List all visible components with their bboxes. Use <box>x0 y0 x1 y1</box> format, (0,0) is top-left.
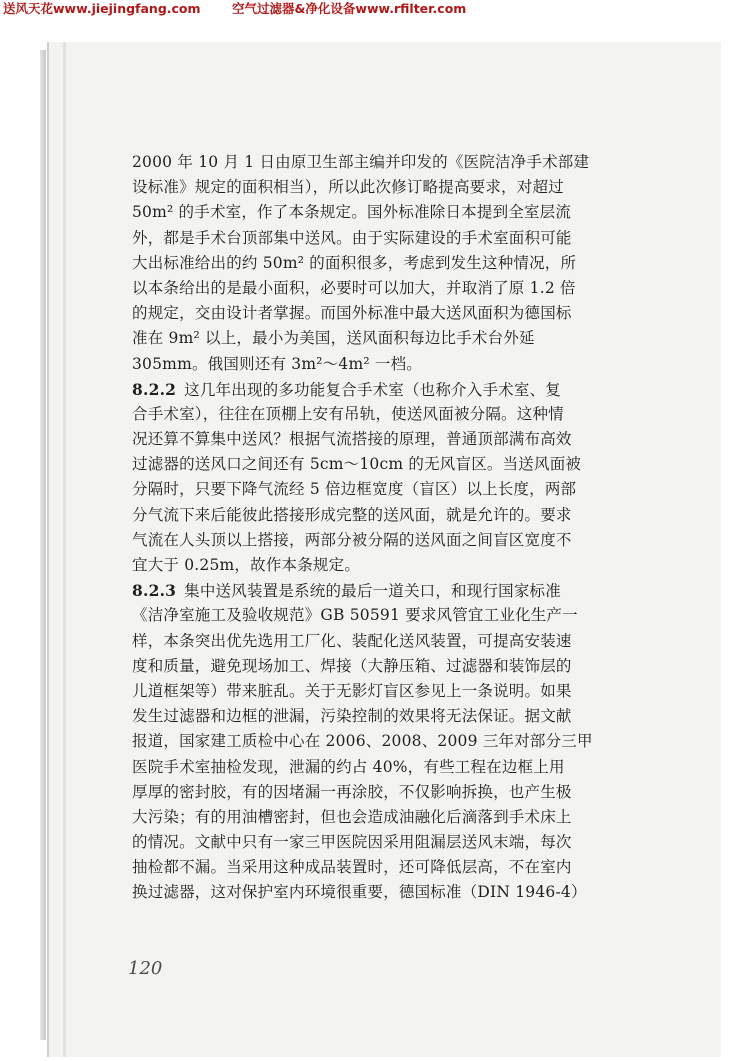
text-line: 厚厚的密封胶，有的因堵漏一再涂胶，不仅影响拆换，也产生极 <box>132 782 572 801</box>
text-line: 换过滤器，这对保护室内环境很重要，德国标准（DIN 1946-4） <box>132 883 587 902</box>
text-line: 分隔时，只要下降气流经 5 倍边框宽度（盲区）以上长度，两部 <box>132 480 577 499</box>
text-line: 准在 9m² 以上，最小为美国，送风面积每边比手术台外延 <box>132 329 535 348</box>
text-line: 大出标准给出的约 50m² 的面积很多，考虑到发生这种情况，所 <box>132 253 577 272</box>
text-line: 的规定，交由设计者掌握。而国外标准中最大送风面积为德国标 <box>132 304 572 323</box>
text-line: 况还算不算集中送风？根据气流搭接的原理，普通顶部满布高效 <box>132 430 572 449</box>
text-line: 以本条给出的是最小面积，必要时可以加大，并取消了原 1.2 倍 <box>132 278 576 297</box>
text-line: 发生过滤器和边框的泄漏，污染控制的效果将无法保证。据文献 <box>132 707 572 726</box>
section-number: 8.2.3 <box>132 581 177 601</box>
text-line: 设标准》规定的面积相当），所以此次修订略提高要求，对超过 <box>132 178 564 197</box>
text-line: 外，都是手术台顶部集中送风。由于实际建设的手术室面积可能 <box>132 228 572 247</box>
body-text <box>132 150 722 906</box>
text-line: 医院手术室抽检发现，泄漏的约占 40%，有些工程在边框上用 <box>132 757 565 776</box>
text-line-content: 这几年出现的多功能复合手术室（也称介入手术室、复 <box>184 380 561 399</box>
section-number: 8.2.2 <box>132 379 177 399</box>
banner-right-text: 空气过滤器&净化设备www.rfilter.com <box>232 1 467 16</box>
text-line <box>132 377 722 402</box>
text-line: 宜大于 0.25m，故作本条规定。 <box>132 556 361 574</box>
banner-left-text: 送风天花www.jiejingfang.com <box>3 1 201 16</box>
paragraph-8-2-2 <box>132 377 722 579</box>
site-banner <box>0 0 750 18</box>
text-line: 大污染；有的用油槽密封，但也会造成油融化后滴落到手术床上 <box>132 807 572 826</box>
text-line: 度和质量，避免现场加工、焊接（大静压箱、过滤器和装饰层的 <box>132 656 572 675</box>
page-edge-shadow <box>40 50 46 1040</box>
text-line: 样，本条突出优先选用工厂化、装配化送风装置，可提高安装速 <box>132 631 572 650</box>
text-line: 2000 年 10 月 1 日由原卫生部主编并印发的《医院洁净手术部建 <box>132 153 590 171</box>
text-line: 报道，国家建工质检中心在 2006、2008、2009 三年对部分三甲 <box>132 732 593 751</box>
text-line: 抽检都不漏。当采用这种成品装置时，还可降低层高，不在室内 <box>132 858 572 877</box>
text-line: 合手术室），往往在顶棚上安有吊轨，使送风面被分隔。这种情 <box>132 404 564 423</box>
paragraph-8-2-3 <box>132 578 722 905</box>
paragraph-intro <box>132 150 722 377</box>
text-line: 过滤器的送风口之间还有 5cm～10cm 的无风盲区。当送风面被 <box>132 455 582 474</box>
text-line: 儿道框架等）带来脏乱。关于无影灯盲区参见上一条说明。如果 <box>132 681 572 700</box>
text-line: 气流在人头顶以上搭接，两部分被分隔的送风面之间盲区宽度不 <box>132 530 572 549</box>
text-line <box>132 578 722 603</box>
text-line: 305mm。俄国则还有 3m²～4m² 一档。 <box>132 354 422 373</box>
text-line: 的情况。文献中只有一家三甲医院因采用阻漏层送风末端，每次 <box>132 833 572 852</box>
text-line: 分气流下来后能彼此搭接形成完整的送风面，就是允许的。要求 <box>132 505 572 524</box>
text-line-content: 集中送风装置是系统的最后一道关口，和现行国家标准 <box>184 582 561 601</box>
page-number: 120 <box>128 958 163 979</box>
page-fold-shadow <box>63 42 66 1057</box>
text-line: 50m² 的手术室，作了本条规定。国外标准除日本提到全室层流 <box>132 203 572 222</box>
text-line: 《洁净室施工及验收规范》GB 50591 要求风管宜工业化生产一 <box>132 606 578 625</box>
